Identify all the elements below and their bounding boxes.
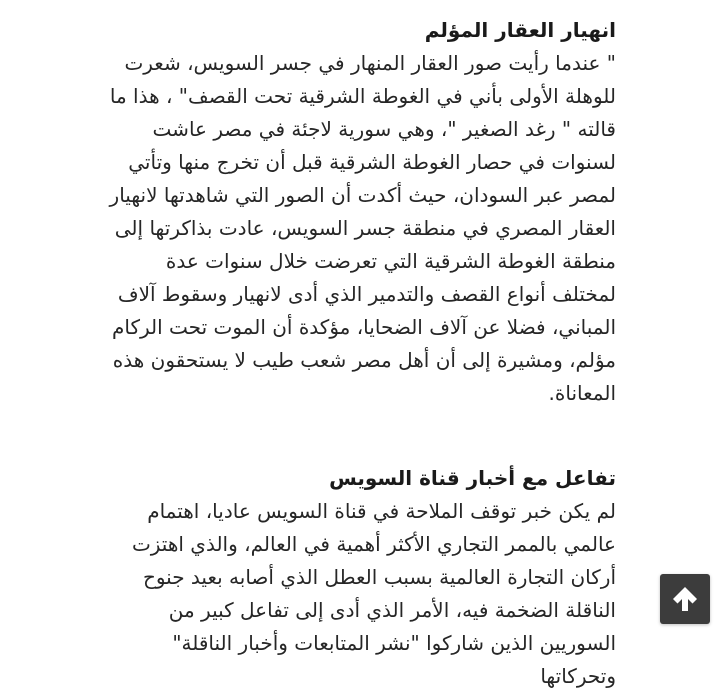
section-paragraph-building-collapse: " عندما رأيت صور العقار المنهار في جسر السويس، شعرت للوهلة الأولى بأني في الغوطة الشرقية تحت القصف" ، هذا ما قالته " رغد الصغير "، وهي سورية لاجئة في مصر عاشت لسنوات في حصار الغوطة الشرقية قبل أن تخرج منها وتأتي لمصر عبر السودان، حيث أكدت أن الصور التي شاهدتها لانهيار العقار المصري في منطقة جسر السويس، عادت بذاكرتها إلى منطقة الغوطة الشرقية التي تعرضت خلال سنوات عدة لمختلف أنواع القصف والتدمير الذي أدى لانهيار وسقوط آلاف المباني، فضلا عن آلاف الضحايا، مؤكدة أن الموت تحت الركام مؤلم، ومشيرة إلى أن أهل مصر شعب طيب لا يستحقون هذه المعاناة. — [109, 51, 616, 405]
scroll-to-top-button[interactable] — [660, 574, 710, 624]
section-paragraph-suez-canal: لم يكن خبر توقف الملاحة في قناة السويس عاديا، اهتمام عالمي بالممر التجاري الأكثر أهمية في العالم، والذي اهتزت أركان التجارة العالمية بسبب العطل الذي أصابه بعيد جنوح الناقلة الضخمة فيه، الأمر الذي أدى إلى تفاعل كبير من السوريين الذين شاركوا "نشر المتابعات وأخبار الناقلة" وتحركاتها — [131, 499, 616, 688]
section-heading-suez-canal: تفاعل مع أخبار قناة السويس — [329, 466, 616, 490]
section-heading-building-collapse: انهيار العقار المؤلم — [424, 18, 616, 42]
arrow-up-icon — [670, 584, 700, 614]
section-spacer — [96, 410, 616, 462]
article-body — [96, 14, 616, 693]
